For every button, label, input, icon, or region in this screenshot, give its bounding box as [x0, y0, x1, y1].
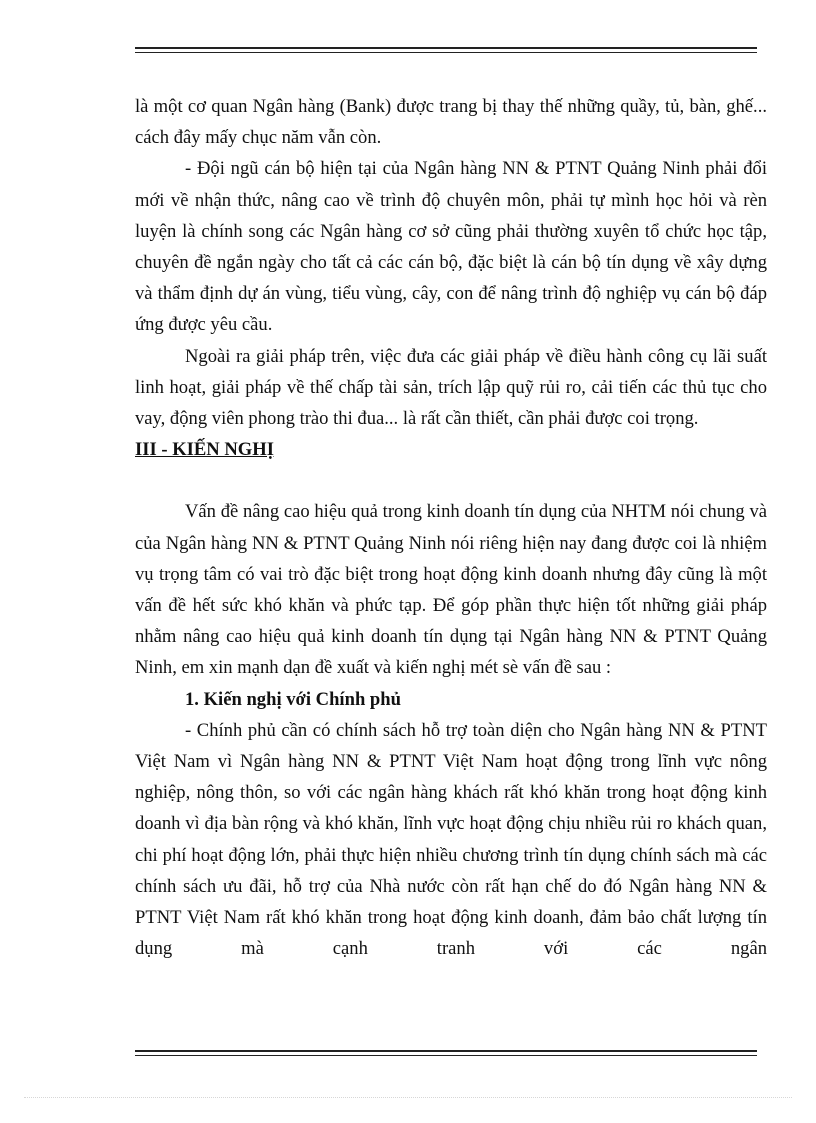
section-spacer	[135, 465, 767, 496]
page-edge-dotted-line	[24, 1097, 792, 1098]
paragraph-continuation: là một cơ quan Ngân hàng (Bank) được trang bị thay thế những quầy, tủ, bàn, ghế... cách đây mấy chục năm vẫn còn.	[135, 96, 767, 149]
paragraph-staff-training: - Đội ngũ cán bộ hiện tại của Ngân hàng NN & PTNT Quảng Ninh phải đổi mới về nhận thức, nâng cao về trình độ chuyên môn, phải tự mình học hỏi và rèn luyện là chính song các Ngân hàng cơ sở cũng phải thường xuyên tổ chức học tập, chuyên đề ngắn ngày cho tất cả các cán bộ, đặc biệt là cán bộ tín dụng về xây dựng và thẩm định dự án vùng, tiểu vùng, cây, con để nâng trình độ nghiệp vụ cán bộ đáp ứng được yêu cầu.	[135, 158, 767, 336]
document-body	[135, 91, 767, 964]
paragraph-government-support: - Chính phủ cần có chính sách hỗ trợ toàn diện cho Ngân hàng NN & PTNT Việt Nam vì Ngân hàng NN & PTNT Việt Nam hoạt động trong lĩnh vực nông nghiệp, nông thôn, so với các ngân hàng khách rất khó khăn trong hoạt động kinh doanh vì địa bàn rộng và khó khăn, lĩnh vực hoạt động chịu nhiều rủi ro khách quan, chi phí hoạt động lớn, phải thực hiện nhiều chương trình tín dụng chính sách mà các chính sách ưu đãi, hỗ trợ của Nhà nước còn rất hạn chế do đó Ngân hàng NN & PTNT Việt Nam rất khó khăn trong hoạt động kinh doanh, đảm bảo chất lượng tín dụng mà cạnh tranh với các ngân	[135, 719, 767, 960]
header-double-rule	[135, 47, 757, 53]
section-heading-recommendations: III - KIẾN NGHỊ	[135, 439, 274, 461]
paragraph-section-intro: Vấn đề nâng cao hiệu quả trong kinh doanh tín dụng của NHTM nói chung và của Ngân hàng NN & PTNT Quảng Ninh nói riêng hiện nay đang được coi là nhiệm vụ trọng tâm có vai trò đặc biệt trong hoạt động kinh doanh nhưng đây cũng là một vấn đề hết sức khó khăn và phức tạp. Để góp phần thực hiện tốt những giải pháp nhằm nâng cao hiệu quả kinh doanh tín dụng tại Ngân hàng NN & PTNT Quảng Ninh, em xin mạnh dạn đề xuất và kiến nghị mét sè vấn đề sau :	[135, 501, 767, 679]
paragraph-other-solutions: Ngoài ra giải pháp trên, việc đưa các giải pháp về điều hành công cụ lãi suất linh hoạt, giải pháp về thế chấp tài sản, trích lập quỹ rủi ro, cải tiến các thủ tục cho vay, động viên phong trào thi đua... là rất cần thiết, cần phải được coi trọng.	[135, 345, 767, 430]
sub-heading-government: 1. Kiến nghị với Chính phủ	[185, 688, 401, 710]
footer-double-rule	[135, 1050, 757, 1056]
